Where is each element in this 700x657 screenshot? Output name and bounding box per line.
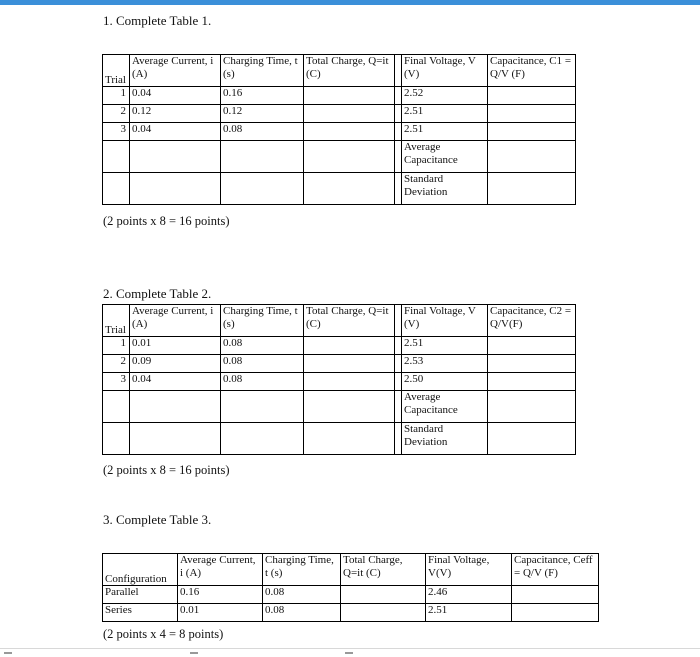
table-row — [103, 123, 576, 141]
scroll-edge-mark — [4, 652, 12, 654]
table-row — [103, 355, 576, 373]
table3-points: (2 points x 4 = 8 points) — [103, 627, 224, 641]
standard-deviation-value[interactable] — [488, 423, 576, 455]
table3-heading: 3. Complete Table 3. — [103, 512, 212, 527]
average-row — [103, 391, 576, 423]
average-capacitance-value[interactable] — [488, 391, 576, 423]
cell-blank — [395, 87, 402, 105]
cell-charge[interactable] — [304, 87, 395, 105]
cell-time: 0.12 — [221, 105, 304, 123]
cell-capacitance[interactable] — [488, 123, 576, 141]
cell-time: 0.08 — [221, 123, 304, 141]
header-configuration: Configuration — [103, 554, 178, 586]
standard-deviation-value[interactable] — [488, 173, 576, 205]
header-capacitance: Capacitance, Ceff = Q/V (F) — [512, 554, 599, 586]
header-charging-time: Charging Time, t (s) — [221, 55, 304, 87]
header-total-charge: Total Charge, Q=it (C) — [341, 554, 426, 586]
cell-trial: 2 — [103, 355, 130, 373]
average-capacitance-label: Average Capacitance — [402, 391, 488, 423]
standard-deviation-label: Standard Deviation — [402, 423, 488, 455]
header-total-charge: Total Charge, Q=it (C) — [304, 305, 395, 337]
table-header-row — [103, 554, 599, 586]
table1-heading: 1. Complete Table 1. — [103, 13, 212, 28]
table-row — [103, 337, 576, 355]
cell-capacitance[interactable] — [488, 105, 576, 123]
cell-voltage: 2.50 — [402, 373, 488, 391]
cell-voltage: 2.46 — [426, 586, 512, 604]
header-capacitance: Capacitance, C1 = Q/V (F) — [488, 55, 576, 87]
cell-current: 0.09 — [130, 355, 221, 373]
cell-capacitance[interactable] — [512, 604, 599, 622]
table-row — [103, 604, 599, 622]
cell-voltage: 2.51 — [402, 105, 488, 123]
cell-current: 0.04 — [130, 373, 221, 391]
table-header-row — [103, 55, 576, 87]
table1-points: (2 points x 8 = 16 points) — [103, 214, 230, 228]
header-blank — [395, 305, 402, 337]
cell-current: 0.01 — [178, 604, 263, 622]
cell-trial: 2 — [103, 105, 130, 123]
std-dev-row — [103, 173, 576, 205]
cell-capacitance[interactable] — [488, 87, 576, 105]
table-2 — [102, 304, 576, 455]
table-row — [103, 105, 576, 123]
header-blank — [395, 55, 402, 87]
page-bottom-divider — [0, 648, 700, 649]
cell-blank — [395, 355, 402, 373]
std-dev-row — [103, 423, 576, 455]
header-charging-time: Charging Time, t (s) — [263, 554, 341, 586]
average-capacitance-label: Average Capacitance — [402, 141, 488, 173]
cell-charge[interactable] — [304, 355, 395, 373]
average-row — [103, 141, 576, 173]
cell-time: 0.08 — [221, 337, 304, 355]
table-header-row — [103, 305, 576, 337]
cell-trial: 1 — [103, 87, 130, 105]
cell-voltage: 2.52 — [402, 87, 488, 105]
cell-blank — [395, 123, 402, 141]
header-average-current: Average Current, i (A) — [130, 55, 221, 87]
header-final-voltage: Final Voltage, V (V) — [402, 305, 488, 337]
average-capacitance-value[interactable] — [488, 141, 576, 173]
cell-time: 0.08 — [263, 586, 341, 604]
cell-blank — [395, 105, 402, 123]
cell-configuration: Series — [103, 604, 178, 622]
table2-heading: 2. Complete Table 2. — [103, 286, 212, 301]
cell-voltage: 2.53 — [402, 355, 488, 373]
cell-capacitance[interactable] — [488, 337, 576, 355]
cell-current: 0.12 — [130, 105, 221, 123]
table2-points: (2 points x 8 = 16 points) — [103, 463, 230, 477]
cell-capacitance[interactable] — [488, 355, 576, 373]
cell-current: 0.04 — [130, 123, 221, 141]
cell-voltage: 2.51 — [402, 123, 488, 141]
cell-configuration: Parallel — [103, 586, 178, 604]
header-final-voltage: Final Voltage, V(V) — [426, 554, 512, 586]
cell-charge[interactable] — [304, 123, 395, 141]
cell-blank — [395, 373, 402, 391]
cell-time: 0.08 — [221, 355, 304, 373]
scroll-edge-mark — [345, 652, 353, 654]
cell-voltage: 2.51 — [426, 604, 512, 622]
header-total-charge: Total Charge, Q=it (C) — [304, 55, 395, 87]
cell-time: 0.08 — [263, 604, 341, 622]
cell-charge[interactable] — [341, 604, 426, 622]
cell-current: 0.01 — [130, 337, 221, 355]
cell-current: 0.16 — [178, 586, 263, 604]
top-accent-bar — [0, 0, 700, 5]
header-final-voltage: Final Voltage, V (V) — [402, 55, 488, 87]
header-trial: Trial — [103, 305, 130, 337]
cell-charge[interactable] — [304, 337, 395, 355]
table-1 — [102, 54, 576, 205]
header-average-current: Average Current, i (A) — [130, 305, 221, 337]
cell-charge[interactable] — [304, 105, 395, 123]
header-capacitance: Capacitance, C2 = Q/V(F) — [488, 305, 576, 337]
standard-deviation-label: Standard Deviation — [402, 173, 488, 205]
cell-capacitance[interactable] — [512, 586, 599, 604]
cell-capacitance[interactable] — [488, 373, 576, 391]
cell-voltage: 2.51 — [402, 337, 488, 355]
table-3 — [102, 553, 599, 622]
table-row — [103, 87, 576, 105]
table-row — [103, 373, 576, 391]
header-average-current: Average Current, i (A) — [178, 554, 263, 586]
header-trial: Trial — [103, 55, 130, 87]
cell-time: 0.08 — [221, 373, 304, 391]
table-row — [103, 586, 599, 604]
cell-trial: 3 — [103, 373, 130, 391]
cell-current: 0.04 — [130, 87, 221, 105]
scroll-edge-mark — [190, 652, 198, 654]
cell-trial: 1 — [103, 337, 130, 355]
cell-charge[interactable] — [304, 373, 395, 391]
cell-time: 0.16 — [221, 87, 304, 105]
header-charging-time: Charging Time, t (s) — [221, 305, 304, 337]
cell-charge[interactable] — [341, 586, 426, 604]
cell-trial: 3 — [103, 123, 130, 141]
cell-blank — [395, 337, 402, 355]
